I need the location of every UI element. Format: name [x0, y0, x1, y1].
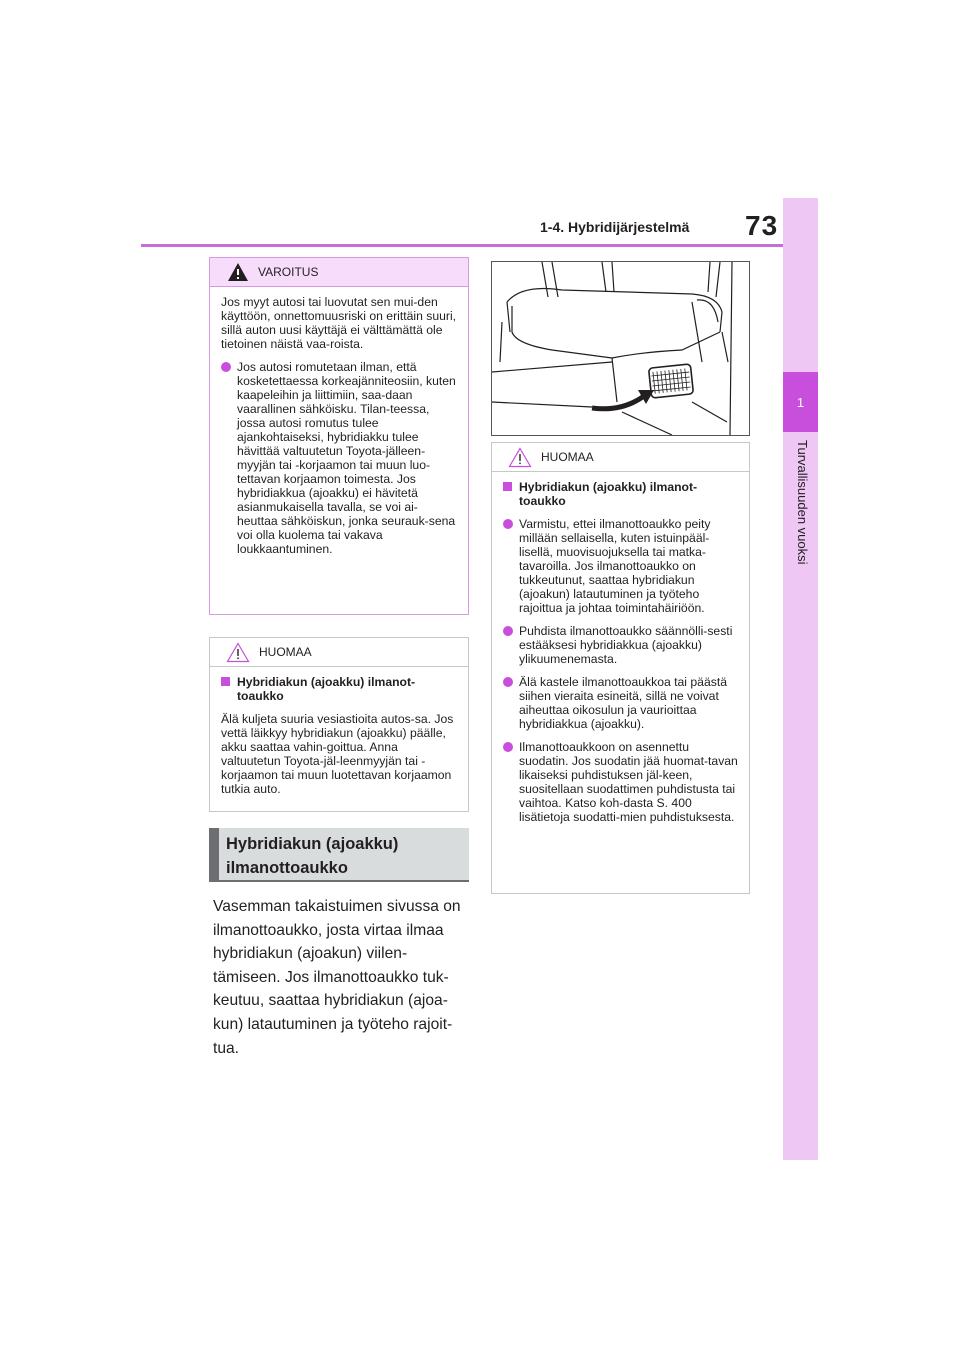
warning-bullet-text: Jos autosi romutetaan ilman, että kosketettaessa korkeajänniteosiin, kuten kaapeleihin ja liittimiin, saa-daan vaarallinen sähköisku. Tilan-teessa, jossa autosi romutus tulee ajankohtaiseksi, hybridiakku tulee hävittää valtuutetun Toyota-jälleen-myyjän tai -korjaamon tai muun luo-tettavan korjaamon toimesta. Jos hybridiakkua (ajoakku) ei hävitetä asianmukaisella tavalla, se voi ai-heuttaa sähköiskun, jonka seurauk-sena voi olla kuolema tai vakava loukkaantuminen. [237, 360, 456, 556]
notice-label-right: HUOMAA [541, 450, 594, 464]
warning-label: VAROITUS [258, 265, 319, 279]
bullet-dot-icon [503, 742, 513, 752]
chapter-number-tab: 1 [783, 372, 818, 432]
notice-box-left [209, 637, 469, 812]
notice-right-bullet-text: Älä kastele ilmanottoaukkoa tai päästä siihen vieraita esineitä, sillä ne voivat aiheuttaa oikosulun ja vaurioittaa hybridiakkua (ajoakku). [519, 675, 727, 731]
bullet-dot-icon [503, 677, 513, 687]
bullet-square-icon [221, 677, 230, 686]
notice-header-right [492, 443, 749, 472]
notice-right-heading [503, 480, 739, 508]
warning-icon [227, 262, 249, 282]
notice-right-bullet-text: Puhdista ilmanottoaukko säännölli-sesti estääksesi hybridiakkua (ajoakku) ylikuumenemasta. [519, 624, 733, 666]
notice-left-heading [221, 675, 458, 703]
notice-right-bullet [503, 740, 739, 824]
caution-icon [226, 642, 250, 663]
warning-bullet [221, 360, 458, 556]
notice-box-right [491, 442, 750, 894]
notice-right-heading-text: Hybridiakun (ajoakku) ilmanot-toaukko [519, 480, 698, 508]
header-rule [141, 244, 783, 247]
notice-header-left [210, 638, 468, 667]
bullet-dot-icon [503, 519, 513, 529]
notice-left-heading-text: Hybridiakun (ajoakku) ilmanot-toaukko [237, 675, 416, 703]
section-heading-text: Hybridiakun (ajoakku) ilmanottoaukko [226, 835, 399, 877]
notice-right-bullet [503, 517, 739, 615]
notice-right-bullet-text: Ilmanottoaukkoon on asennettu suodatin. Jos suodatin jää huomat-tavan likaiseksi puhdistuksen jäl-keen, suositellaan suodattimen puhdistusta tai vaihtoa. Katso koh-dasta S. 400 lisätietoja suodatti-mien puhdistuksesta. [519, 740, 738, 824]
rear-seat-air-vent-drawing [492, 262, 749, 435]
warning-header [210, 258, 468, 287]
notice-left-text: Älä kuljeta suuria vesiastioita autos-sa. Jos vettä läikkyy hybridiakun (ajoakku) päälle, akku saattaa vahin-goittua. Anna valtuutetun Toyota-jäl-leenmyyjän tai -korjaamon tai muun luotettavan korjaamon tutkia auto. [221, 712, 454, 796]
air-vent-grille [649, 364, 694, 398]
page-number: 73 [745, 210, 779, 241]
warning-intro: Jos myyt autosi tai luovutat sen mui-den käyttöön, onnettomuusriski on erittäin suuri, sillä auton uusi käyttäjä ei välttämättä ole tietoinen näistä vaa-roista. [221, 295, 457, 351]
arrow-icon [592, 390, 654, 409]
notice-right-bullet-text: Varmistu, ettei ilmanottoaukko peity millään sellaisella, kuten istuinpääl-lisellä, muovisuojuksella tai matka-tavaroilla. Jos ilmanottoaukko on tukkeutunut, saattaa hybridiakun (ajoakun) latautuminen ja työteho rajoittua ja johtaa toimintahäiriöön. [519, 517, 711, 615]
bullet-dot-icon [221, 362, 231, 372]
notice-right-bullet [503, 675, 739, 731]
section-heading-bar [209, 828, 219, 880]
section-title: 1-4. Hybridijärjestelmä [540, 219, 690, 235]
bullet-square-icon [503, 482, 512, 491]
notice-label-left: HUOMAA [259, 645, 312, 659]
notice-right-bullet [503, 624, 739, 666]
warning-box [209, 257, 469, 615]
caution-icon [508, 447, 532, 468]
section-heading [209, 828, 469, 882]
bullet-dot-icon [503, 626, 513, 636]
section-paragraph: Vasemman takaistuimen sivussa on ilmanottoaukko, josta virtaa ilmaa hybridiakun (ajoakun) viilen-tämiseen. Jos ilmanottoaukko tuk-keutuu, saattaa hybridiakun (ajoa-kun) latautuminen ja työteho rajoit-tua. [213, 898, 461, 1057]
air-intake-illustration [491, 261, 750, 436]
chapter-label: Turvallisuuden vuoksi [795, 440, 810, 565]
